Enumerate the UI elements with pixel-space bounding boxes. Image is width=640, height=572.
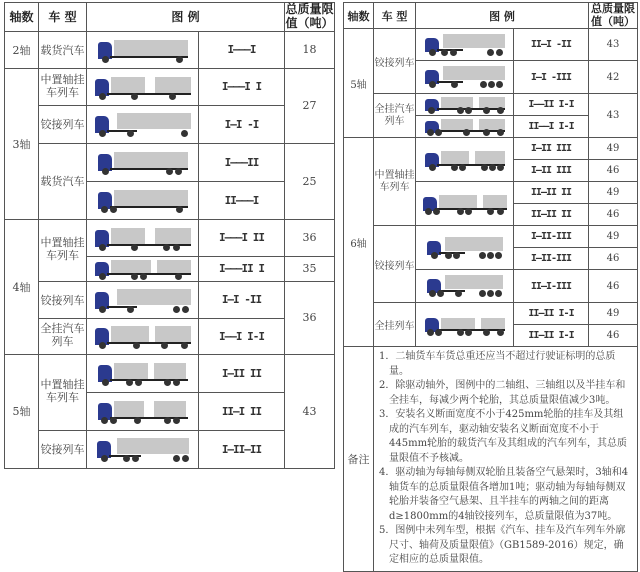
axle-diagram: I——I I-I	[199, 318, 285, 354]
axle-diagram: I—II II	[199, 354, 285, 392]
weight-limit: 36	[285, 219, 335, 256]
truck-illustration	[416, 116, 514, 138]
axle-count: 3轴	[5, 68, 39, 219]
axle-diagram: I———I	[199, 31, 285, 68]
vehicle-type: 铰接列车	[374, 29, 416, 94]
header-diagram: 图 例	[87, 3, 285, 32]
vehicle-type: 载货汽车	[39, 143, 87, 219]
axle-diagram: I—II—II	[199, 430, 285, 468]
header-type: 车 型	[39, 3, 87, 32]
notes-content	[374, 347, 638, 572]
weight-limit: 49	[589, 138, 638, 160]
weight-limit: 46	[589, 248, 638, 270]
axle-diagram: I———II I	[199, 256, 285, 281]
vehicle-type: 全挂汽车列车	[374, 94, 416, 138]
axle-diagram: I—II-III	[514, 226, 589, 248]
truck-illustration	[87, 256, 199, 281]
vehicle-type: 中置轴挂车列车	[39, 354, 87, 430]
truck-illustration	[416, 182, 514, 226]
truck-illustration	[416, 94, 514, 116]
note-item: 1．二轴货车车货总重还应当不超过行驶证标明的总质量。	[379, 351, 616, 377]
header-axles: 轴数	[344, 3, 374, 29]
header-row	[5, 3, 335, 32]
table-row	[5, 281, 335, 318]
truck-illustration	[87, 219, 199, 256]
vehicle-type: 载货汽车	[39, 31, 87, 68]
weight-limit: 42	[589, 61, 638, 94]
truck-illustration	[87, 318, 199, 354]
axle-diagram: II—I II	[199, 392, 285, 430]
axle-diagram: I—II III	[514, 160, 589, 182]
weight-limit: 43	[589, 29, 638, 61]
weight-limit: 49	[589, 182, 638, 204]
notes-row	[344, 347, 638, 572]
axle-diagram: II——I I-I	[514, 116, 589, 138]
axle-count: 5轴	[5, 354, 39, 468]
axle-diagram: I—I -II	[199, 281, 285, 318]
axle-diagram: II—I -II	[514, 29, 589, 61]
axle-count: 2轴	[5, 31, 39, 68]
truck-illustration	[87, 392, 199, 430]
truck-illustration	[87, 68, 199, 105]
note-item: 3．安装名义断面宽度不小于425mm轮胎的挂车及其组成的汽车列车，驱动轴安装名义断面宽度不小于445mm轮胎的载货汽车及其组成的汽车列车，其总质量限值不予核减。	[379, 409, 628, 464]
table-row	[344, 138, 638, 160]
weight-limit: 36	[285, 281, 335, 354]
axle-diagram: I—II III	[514, 138, 589, 160]
axle-diagram: I———I I	[199, 68, 285, 105]
truck-illustration	[87, 31, 199, 68]
vehicle-type: 铰接列车	[39, 430, 87, 468]
vehicle-type: 铰接列车	[39, 105, 87, 143]
header-type: 车 型	[374, 3, 416, 29]
header-axles: 轴数	[5, 3, 39, 32]
weight-limit: 25	[285, 143, 335, 219]
table-row	[5, 68, 335, 105]
weight-limit: 46	[589, 160, 638, 182]
header-limit: 总质量限值（吨）	[285, 2, 334, 30]
truck-illustration	[87, 430, 199, 468]
table-row	[5, 31, 335, 68]
weight-limit: 35	[285, 256, 335, 281]
note-item: 5．图例中未列车型，根据《汽车、挂车及汽车列车外廓尺寸、轴荷及质量限值》（GB1589-2016）规定，确定相应的总质量限值。	[379, 525, 626, 566]
truck-illustration	[416, 226, 514, 270]
vehicle-type: 铰接列车	[374, 226, 416, 303]
table-row	[344, 94, 638, 116]
table-row	[344, 226, 638, 248]
vehicle-type: 全挂列车	[374, 303, 416, 347]
weight-limit: 46	[589, 270, 638, 303]
notes-label: 备注	[344, 347, 374, 572]
weight-limit: 18	[285, 31, 335, 68]
axle-count: 5轴	[344, 29, 374, 138]
axle-diagram: II—II II	[514, 204, 589, 226]
truck-illustration	[416, 303, 514, 347]
axle-weight-table-right	[343, 2, 638, 572]
vehicle-type: 全挂汽车列车	[39, 318, 87, 354]
weight-limit: 46	[589, 325, 638, 347]
axle-diagram: I—II-III	[514, 248, 589, 270]
weight-limit: 46	[589, 204, 638, 226]
axle-diagram: II—I-III	[514, 270, 589, 303]
note-item: 4．驱动轴为每轴每侧双轮胎且装备空气悬架时，3轴和4轴货车的总质量限值各增加1吨；驱动轴为每轴每侧双轮胎并装备空气悬架、且半挂车的两轴之间的距离d≥1800mm的4轴铰接列车，总质量限值为37吨。	[379, 467, 629, 522]
table-row	[5, 143, 335, 181]
note-item: 2．除驱动轴外，图例中的二轴组、三轴组以及半挂车和全挂车，每减少两个轮胎，其总质量限值减少3吨。	[379, 380, 626, 406]
weight-limit: 27	[285, 68, 335, 143]
header-limit: 总质量限值（吨）	[589, 3, 638, 29]
table-row	[5, 219, 335, 256]
axle-diagram: I—I -III	[514, 61, 589, 94]
weight-limit: 49	[589, 303, 638, 325]
axle-diagram: II—II II	[514, 182, 589, 204]
axle-weight-table-left	[4, 2, 335, 469]
vehicle-type: 中置轴挂车列车	[374, 138, 416, 226]
axle-count: 4轴	[5, 219, 39, 354]
axle-count: 6轴	[344, 138, 374, 347]
axle-diagram: II———I	[199, 181, 285, 219]
vehicle-type: 铰接列车	[39, 281, 87, 318]
truck-illustration	[87, 354, 199, 392]
vehicle-type: 中置轴挂车列车	[39, 68, 87, 105]
vehicle-type: 中置轴挂车列车	[39, 219, 87, 281]
weight-limit: 49	[589, 226, 638, 248]
header-diagram: 图 例	[416, 3, 589, 29]
axle-diagram: II—II I-I	[514, 325, 589, 347]
axle-diagram: I—I -I	[199, 105, 285, 143]
truck-illustration	[87, 181, 199, 219]
table-row	[344, 29, 638, 61]
truck-illustration	[87, 143, 199, 181]
truck-illustration	[87, 105, 199, 143]
axle-diagram: I———I II	[199, 219, 285, 256]
axle-diagram: I——II I-I	[514, 94, 589, 116]
table-row	[5, 354, 335, 392]
table-row	[344, 303, 638, 325]
truck-illustration	[416, 270, 514, 303]
truck-illustration	[87, 281, 199, 318]
weight-limit: 43	[589, 94, 638, 138]
weight-limit: 43	[285, 354, 335, 468]
truck-illustration	[416, 29, 514, 61]
truck-illustration	[416, 138, 514, 182]
header-row	[344, 3, 638, 29]
truck-illustration	[416, 61, 514, 94]
axle-diagram: II—II I-I	[514, 303, 589, 325]
axle-diagram: I———II	[199, 143, 285, 181]
